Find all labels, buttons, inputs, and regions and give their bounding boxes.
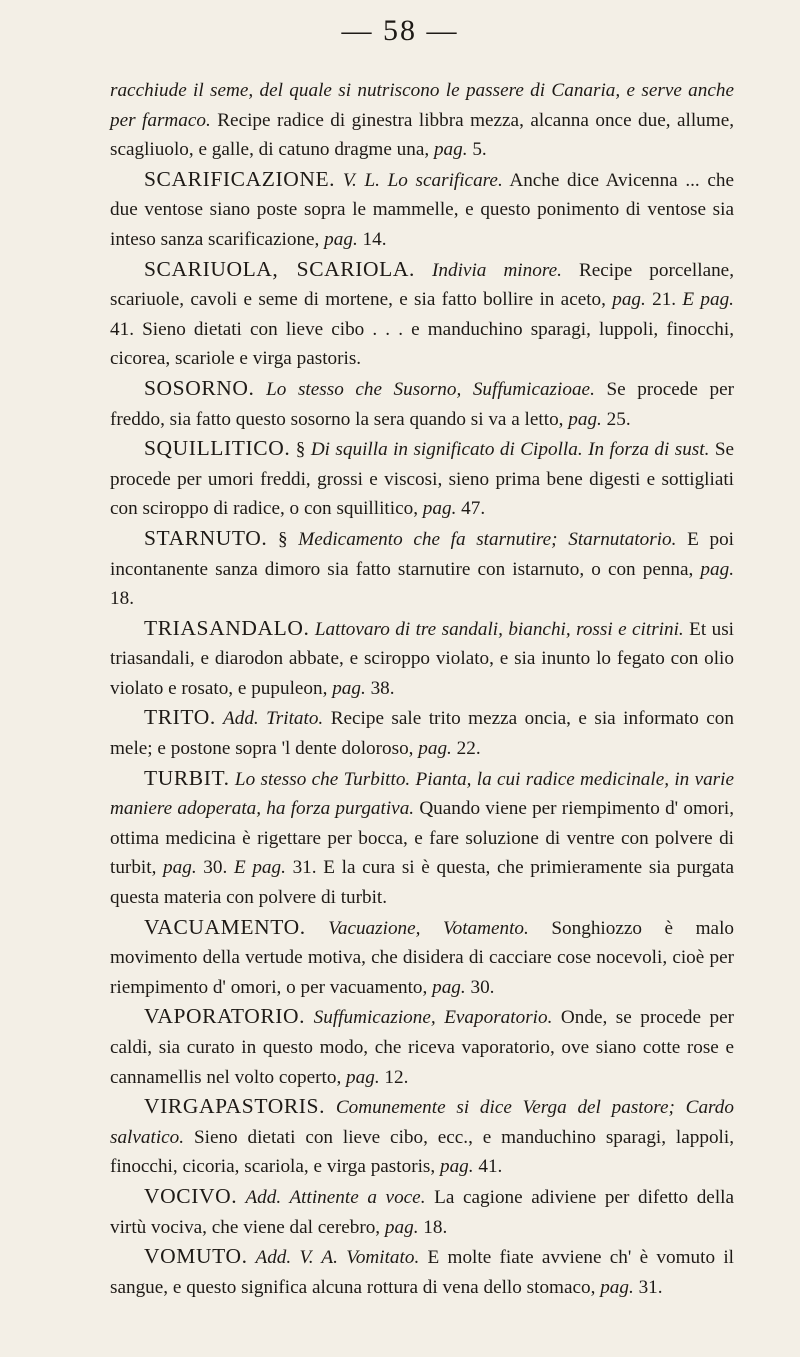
entry-definition-italic: Lo stesso che Susorno, Suffumicazioae.	[254, 378, 595, 400]
dictionary-entry	[110, 1002, 734, 1092]
entry-definition-italic: pag.	[568, 408, 602, 430]
entry-text: Se procede per freddo, sia fatto questo sosorno la sera quando si va a letto,	[110, 378, 734, 430]
entry-definition-italic: Add. V. A. Vomitato.	[247, 1247, 420, 1269]
dictionary-entry	[110, 434, 734, 524]
entry-text: 5.	[467, 139, 487, 161]
entry-definition-italic: Vacuazione, Votamento.	[305, 917, 529, 939]
entry-text: La cagione adiviene per difetto della virtù vociva, che viene dal cerebro,	[110, 1186, 735, 1238]
entry-definition-italic: Lo stesso che Turbitto. Pianta, la cui radice medicinale, in varie maniere adoperata, ha forza purgativa.	[110, 768, 734, 820]
entry-headword: VAPORATORIO.	[144, 1004, 306, 1029]
entry-headword: VIRGAPASTORIS.	[144, 1094, 326, 1119]
entry-text: E poi incontanente sanza dimoro sia fatto starnutire con istarnuto, o con penna,	[110, 528, 734, 580]
entry-headword: STARNUTO.	[144, 525, 268, 550]
entry-definition-italic: Di squilla in significato di Cipolla. In forza di sust.	[310, 439, 710, 461]
entry-text: 30.	[465, 976, 495, 998]
entry-text: 12.	[379, 1066, 409, 1088]
entry-definition-italic: pag.	[600, 1276, 634, 1298]
entry-headword: TURBIT.	[144, 765, 230, 790]
entry-headword: TRITO.	[144, 705, 216, 730]
entry-text: 47.	[456, 498, 486, 520]
entry-text: 14.	[357, 228, 387, 250]
entry-headword: SOSORNO.	[144, 375, 255, 400]
entry-text: 41.	[473, 1156, 503, 1178]
entry-text: Recipe radice di ginestra libbra mezza, alcanna once due, allume, scagliuolo, e galle, di catuno dragme una,	[110, 109, 735, 161]
dictionary-entry	[110, 524, 734, 614]
entry-headword: VACUAMENTO.	[144, 914, 306, 939]
entry-text: Recipe sale trito mezza oncia, e sia informato con mele; e postone sopra 'l dente doloroso,	[110, 708, 734, 760]
dictionary-entry	[110, 703, 734, 763]
entry-text: 21.	[645, 289, 683, 311]
dictionary-entry	[110, 1242, 734, 1302]
entry-headword: VOCIVO.	[144, 1183, 238, 1208]
entry-definition-italic: Medicamento che fa starnutire; Starnutatorio.	[298, 528, 677, 550]
entry-definition-italic: pag.	[346, 1066, 380, 1088]
entry-text: 22.	[451, 738, 481, 760]
entry-definition-italic: pag.	[433, 139, 468, 161]
entry-headword: SCARIUOLA, SCARIOLA.	[144, 256, 415, 281]
dictionary-entry	[110, 374, 734, 434]
entry-definition-italic: Suffumicazione, Evaporatorio.	[305, 1007, 553, 1029]
entry-headword: VOMUTO.	[144, 1244, 248, 1269]
entry-text: 31. E la cura si è questa, che primieramente sia purgata questa materia con polvere di turbit.	[110, 857, 734, 909]
entry-definition-italic: Comunemente si dice Verga del pastore; Cardo salvatico.	[110, 1097, 734, 1148]
entry-definition-italic: pag.	[384, 1216, 419, 1238]
entry-headword: TRIASANDALO.	[144, 615, 310, 640]
entry-definition-italic: E pag.	[233, 857, 286, 879]
entry-continuation	[110, 76, 734, 165]
dictionary-entry	[110, 165, 734, 255]
entry-text: 30.	[196, 857, 234, 879]
entry-text: Songhiozzo è malo movimento della vertude motiva, che disidera di cacciare cose nocevoli, cioè per riempimento d' omori, o per vacuamento,	[110, 917, 734, 998]
entry-definition-italic: pag.	[422, 498, 457, 520]
entry-definition-italic: pag.	[324, 228, 358, 250]
entry-text: Anche dice Avicenna ... che due ventose siano poste sopra le mammelle, e questo ponimento di ventose sia inteso sanza scarificazione,	[110, 169, 734, 250]
dictionary-entry	[110, 1092, 734, 1182]
entry-definition-italic: pag.	[418, 738, 452, 760]
entry-definition-italic: racchiude il seme, del quale si nutriscono le passere di Canaria, e serve anche per farmaco.	[110, 80, 734, 131]
entry-text: Onde, se procede per caldi, sia curato in questo modo, che riceva vaporatorio, ove siano cotte rose e cannamellis nel volto coperto,	[110, 1007, 735, 1088]
entry-text: §	[267, 528, 299, 550]
dictionary-entry	[110, 1182, 734, 1242]
entry-text: Recipe porcellane, scariuole, cavoli e seme di mortene, e sia fatto bollire in aceto,	[110, 259, 734, 311]
entry-definition-italic: Indivia minore.	[414, 259, 562, 281]
entry-definition-italic: E pag.	[682, 289, 734, 311]
entry-definition-italic: pag.	[332, 677, 366, 699]
entry-text: Sieno dietati con lieve cibo, ecc., e manduchino sparagi, lappoli, finocchi, cicoria, scariola, e virga pastoris,	[110, 1126, 734, 1178]
entry-definition-italic: pag.	[439, 1156, 474, 1178]
dictionary-entry	[110, 614, 734, 704]
dictionary-entry	[110, 764, 734, 913]
entry-definition-italic: pag.	[700, 558, 734, 580]
entry-headword: SCARIFICAZIONE.	[144, 166, 336, 191]
entry-headword: SQUILLITICO.	[144, 436, 291, 461]
entry-definition-italic: V. L. Lo scarificare.	[335, 169, 503, 191]
entry-definition-italic: pag.	[432, 976, 466, 998]
entry-text: 38.	[365, 677, 395, 699]
entry-text: Quando viene per riempimento d' omori, ottima medicina è rigettare per bocca, e fare soluzione di ventre con polvere di turbit,	[110, 798, 734, 879]
page-number: — 58 —	[341, 14, 459, 47]
entry-text: E molte fiate avviene ch' è vomuto il sangue, e questo significa alcuna rottura di vena dello stomaco,	[110, 1247, 734, 1298]
entry-text: Se procede per umori freddi, grossi e viscosi, sieno prima bene digesti e sottigliati con sciroppo di radice, o con squillitico,	[110, 439, 735, 520]
entry-definition-italic: Add. Attinente a voce.	[237, 1186, 426, 1208]
entry-definition-italic: pag.	[612, 289, 646, 311]
entry-text: 25.	[601, 408, 631, 430]
entry-text: Et usi triasandali, e diarodon abbate, e sciroppo violato, e sia inunto lo fegato con olio violato e rosato, e pupuleon,	[110, 618, 734, 699]
dictionary-entry	[110, 255, 734, 374]
entry-definition-italic: Lattovaro di tre sandali, bianchi, rossi e citrini.	[309, 618, 684, 640]
entry-definition-italic: pag.	[163, 857, 197, 879]
entry-definition-italic: Add. Tritato.	[215, 708, 324, 730]
dictionary-entry	[110, 913, 734, 1003]
dictionary-entries	[110, 76, 734, 1302]
entry-text: §	[290, 439, 311, 461]
entry-text: 18.	[110, 588, 134, 610]
entry-text: 31.	[633, 1276, 663, 1298]
entry-text: 18.	[418, 1216, 448, 1238]
entry-text: 41. Sieno dietati con lieve cibo . . . e manduchino sparagi, luppoli, finocchi, cicorea, scariole e virga pastoris.	[110, 318, 734, 370]
